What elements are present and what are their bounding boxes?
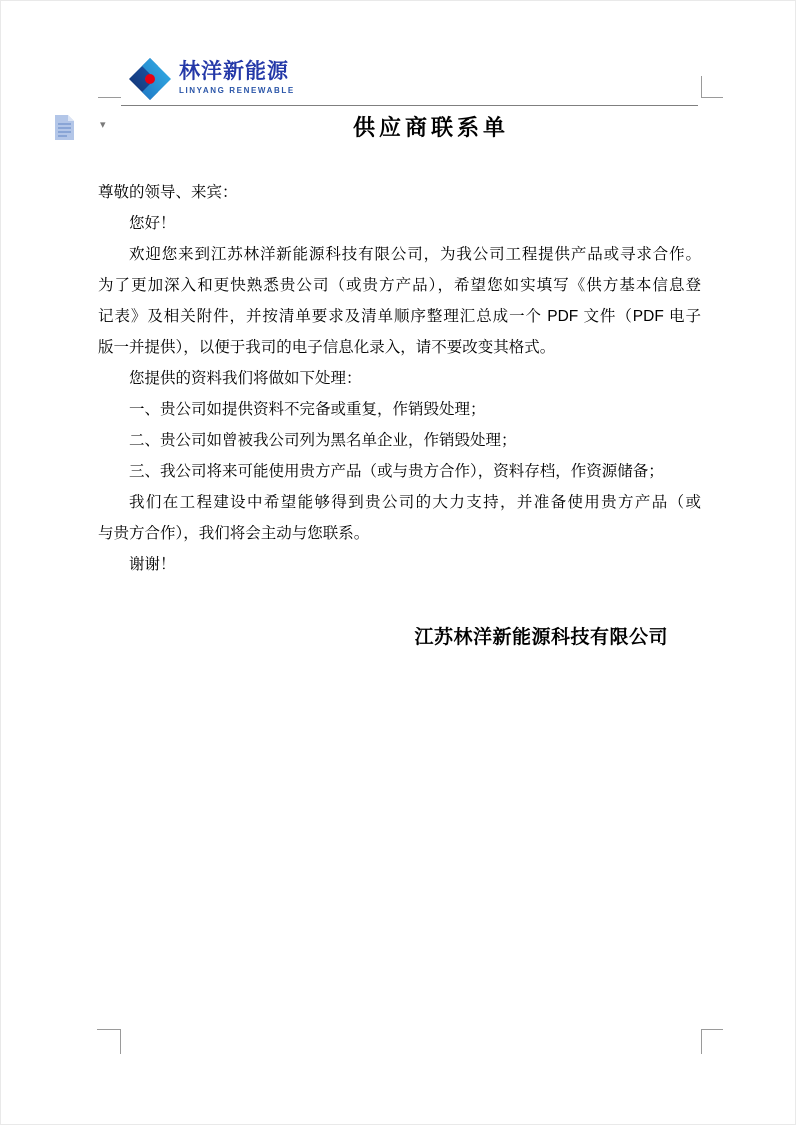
logo-company-subtitle: LINYANG RENEWABLE [179,86,295,95]
body-line: 谢谢！ [129,556,176,573]
body-line: 我们在工程建设中希望能够得到贵公司的大力支持，并准备使用贵方产品（或 [129,494,701,511]
body-line: 为了更加深入和更快熟悉贵公司（或贵方产品），希望您如实填写《供方基本信息登 [98,277,701,294]
body-line: 与贵方合作），我们将会主动与您联系。 [98,525,370,542]
margin-crop-mark-bottom-right [701,1029,702,1054]
body-line: 一、贵公司如提供资料不完备或重复，作销毁处理； [129,401,486,418]
document-text-area[interactable] [98,177,701,580]
body-line: 您提供的资料我们将做如下处理： [129,370,362,387]
body-line: 您好！ [129,215,176,232]
company-logo [128,57,295,101]
header-divider [121,105,698,106]
body-line: 三、我公司将来可能使用贵方产品（或与贵方合作），资料存档，作资源储备； [129,463,664,480]
margin-crop-mark-bottom-right [701,1029,723,1030]
margin-crop-mark-top-right [701,97,723,98]
signature-company-name: 江苏林洋新能源科技有限公司 [414,627,668,648]
document-title: 供应商联系单 [352,115,509,140]
dropdown-arrow-icon: ▾ [100,119,106,131]
margin-crop-mark-top-right [701,76,702,98]
body-line: 欢迎您来到江苏林洋新能源科技有限公司，为我公司工程提供产品或寻求合作。 [129,246,701,263]
body-line: 版一并提供），以便于我司的电子信息化录入，请不要改变其格式。 [98,339,556,356]
body-line: 记表》及相关附件，并按清单要求及清单顺序整理汇总成一个 PDF 文件（PDF 电子 [98,308,701,325]
logo-company-name: 林洋新能源 [179,60,289,83]
body-line: 尊敬的领导、来宾： [98,184,238,201]
body-line: 二、贵公司如曾被我公司列为黑名单企业，作销毁处理； [129,432,517,449]
margin-crop-mark-bottom-left [120,1029,121,1054]
margin-crop-mark-top-left [98,97,121,98]
logo-diamond-icon [128,57,172,101]
margin-crop-mark-bottom-left [97,1029,121,1030]
